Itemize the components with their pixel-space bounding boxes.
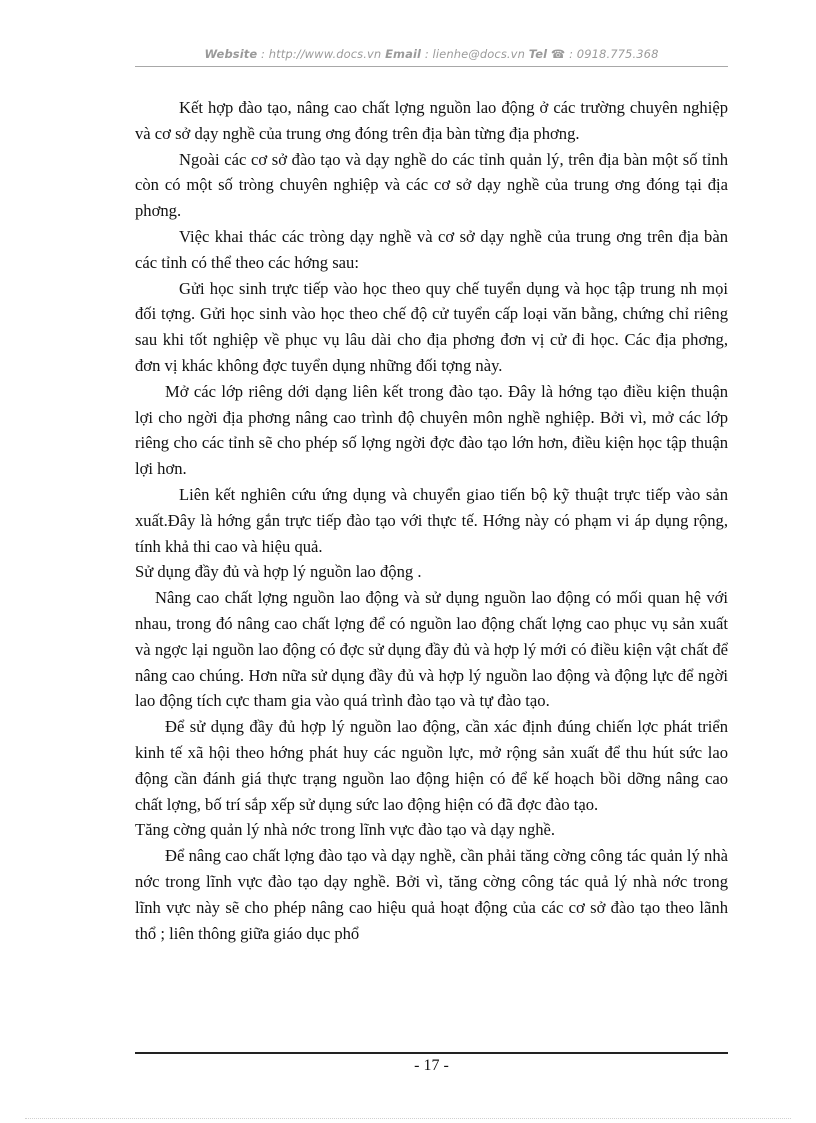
paragraph: Liên kết nghiên cứu ứng dụng và chuyển giao tiến bộ kỹ thuật trực tiếp vào sản xuất.Đây là hớng gắn trực tiếp đào tạo với thực tế. Hớng này có phạm vi áp dụng rộng, tính khả thi cao và hiệu quả. — [135, 484, 728, 556]
paragraph: Nâng cao chất lợng nguồn lao động và sử dụng nguồn lao động có mối quan hệ với nhau, trong đó nâng cao chất lợng để có nguồn lao động chất lợng cao phục vụ sản xuất và ngợc lại nguồn lao động có đợc sử dụng đầy đủ và hợp lý mới có điều kiện vật chất để nâng cao chúng. Hơn nữa sử dụng đầy đủ và hợp lý nguồn lao động và động lực để ngời lao động tích cực tham gia vào quá trình đào tạo và tự đào tạo. — [135, 588, 728, 711]
paragraph: Việc khai thác các tròng dạy nghề và cơ sở dạy nghề của trung ơng trên địa bàn các tỉnh có thể theo các hớng sau: — [135, 226, 728, 272]
tel-label: Tel — [528, 47, 548, 61]
email-label: Email — [385, 47, 422, 61]
paragraph: Kết hợp đào tạo, nâng cao chất lợng nguồn lao động ở các trường chuyên nghiệp và cơ sở dạy nghề của trung ơng đóng trên địa bàn từng địa phơng. — [135, 98, 728, 143]
paragraph: Để sử dụng đầy đủ hợp lý nguồn lao động, cần xác định đúng chiến lợc phát triển kinh tế xã hội theo hớng phát huy các nguồn lực, mở rộng sản xuất để thu hút sức lao động cần đánh giá thực trạng nguồn lao động hiện có để kế hoạch bồi dỡng nâng cao chất lợng, bố trí sắp xếp sử dụng sức lao động hiện có đã đợc đào tạo. — [135, 717, 728, 814]
page-bottom-border — [25, 1118, 791, 1119]
paragraph: Ngoài các cơ sở đào tạo và dạy nghề do các tỉnh quản lý, trên địa bàn một số tỉnh còn có một số tròng chuyên nghiệp và các cơ sở dạy nghề của trung ơng đóng tại địa phơng. — [135, 149, 728, 221]
section-heading: Sử dụng đầy đủ và hợp lý nguồn lao động . — [135, 562, 422, 582]
section-heading: Tăng cờng quản lý nhà nớc trong lĩnh vực đào tạo và dạy nghề. — [135, 820, 556, 840]
website-label: Website — [204, 47, 258, 61]
header-divider — [135, 66, 728, 67]
page-header — [135, 47, 728, 61]
website-url[interactable]: : http://www.docs.vn — [257, 47, 386, 61]
paragraph: Gửi học sinh trực tiếp vào học theo quy chế tuyển dụng và học tập trung nh mọi đối tợng. Gửi học sinh vào học theo chế độ cử tuyển cấp loại văn bằng, chứng chỉ riêng sau khi tốt nghiệp về phục vụ lâu dài cho địa phơng đơn vị cử đi học. Các địa phơng, đơn vị khác không đợc tuyển dụng những đối tợng này. — [135, 278, 728, 375]
paragraph: Để nâng cao chất lợng đào tạo và dạy nghề, cần phải tăng cờng công tác quản lý nhà nớc trong lĩnh vực đào tạo dạy nghề. Bởi vì, tăng cờng công tác quả lý nhà nớc trong lĩnh vực này sẽ cho phép nâng cao hiệu quả hoạt động của các cơ sở đào tạo theo lãnh thổ ; liên thông giữa giáo dục phổ — [135, 846, 728, 943]
document-body — [135, 95, 728, 946]
email-address[interactable]: : lienhe@docs.vn — [421, 47, 529, 61]
page-number: - 17 - — [414, 1057, 449, 1074]
footer-divider — [135, 1052, 728, 1054]
tel-number: ☎ : 0918.775.368 — [547, 47, 659, 61]
paragraph: Mở các lớp riêng dới dạng liên kết trong đào tạo. Đây là hớng tạo điều kiện thuận lợi cho ngời địa phơng nâng cao trình độ chuyên môn nghề nghiệp. Bởi vì, mở các lớp riêng cho các tỉnh sẽ cho phép số lợng ngời đợc đào tạo lớn hơn, điều kiện học tập thuận lợi hơn. — [135, 381, 728, 479]
